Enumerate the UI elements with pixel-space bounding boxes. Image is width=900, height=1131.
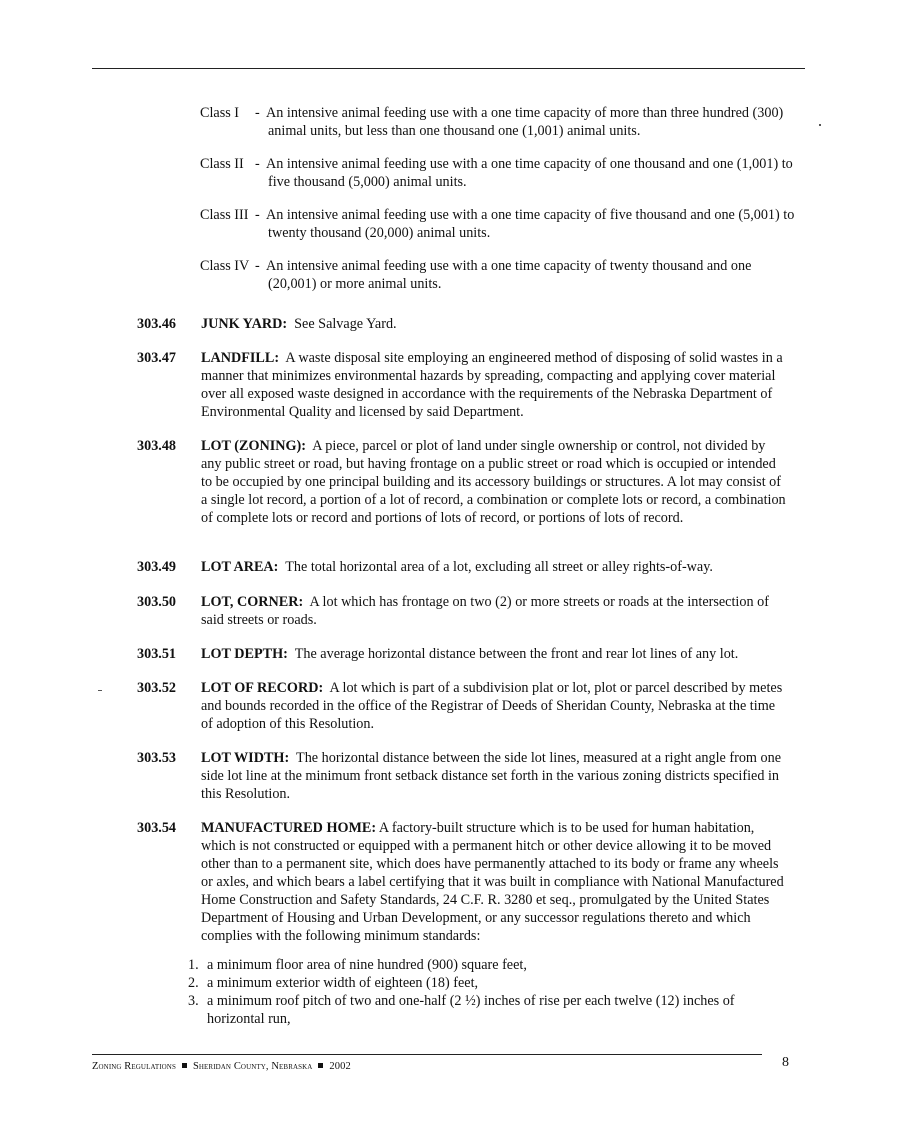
scan-speck (98, 690, 102, 691)
section-number: 303.50 (137, 594, 177, 610)
section-term: LOT, CORNER: (201, 594, 304, 610)
section-303-53 (137, 749, 787, 803)
section-text: The total horizontal area of a lot, excluding all street or alley rights-of-way. (285, 559, 713, 575)
section-text: A waste disposal site employing an engineered method of disposing of solid wastes in a manner that minimizes environmental hazards by spreading, compacting and applying cover material over all exposed waste designed in accordance with the requirements of the Nebraska Department of Environmental Quality and licensed by said Department. (201, 350, 783, 420)
section-term: LOT DEPTH: (201, 646, 288, 662)
section-text: A lot which is part of a subdivision plat or lot, plot or parcel described by metes and bounds recorded in the office of the Registrar of Deeds of Sheridan County, Nebraska at the time of adoption of this Resolution. (201, 680, 783, 732)
list-item (188, 974, 788, 992)
class-definition (200, 104, 800, 140)
section-text: The average horizontal distance between the front and rear lot lines of any lot. (294, 646, 739, 662)
dash: - (255, 258, 260, 274)
section-term: LOT AREA: (201, 559, 279, 575)
section-303-51 (137, 645, 787, 663)
class-label: Class III (200, 207, 249, 223)
section-term: MANUFACTURED HOME: (201, 820, 377, 836)
footer-county: Sheridan County, Nebraska (192, 1061, 313, 1072)
footer-year: 2002 (329, 1061, 351, 1072)
list-item (188, 992, 788, 1028)
class-definition (200, 206, 800, 242)
section-number: 303.49 (137, 559, 177, 575)
footer-rule (92, 1054, 762, 1055)
section-text: A factory-built structure which is to be used for human habitation, which is not constructed or equipped with a permanent hitch or other device allowing it to be moved other than to a permanent site, which does have permanently attached to its body or frame any wheels or axles, and which bears a label certifying that it was built in compliance with National Manufactured Home Construction and Safety Standards, 24 C.F. R. 3280 et seq., promulgated by the United States Department of Housing and Urban Development, or any successor regulations thereto and which complies with the following minimum standards: (201, 820, 784, 944)
section-number: 303.52 (137, 680, 177, 696)
page-number: 8 (782, 1055, 789, 1070)
list-number: 3. (188, 993, 199, 1009)
section-number: 303.48 (137, 438, 177, 454)
class-text: An intensive animal feeding use with a one time capacity of five thousand and one (5,001) to twenty thousand (20,000) animal units. (266, 207, 795, 241)
section-term: LOT WIDTH: (201, 750, 290, 766)
section-term: LOT (ZONING): (201, 438, 306, 454)
class-label: Class I (200, 105, 240, 121)
dash: - (255, 207, 260, 223)
list-item (188, 956, 788, 974)
section-text: A lot which has frontage on two (2) or more streets or roads at the intersection of said streets or roads. (201, 594, 769, 628)
section-303-54 (137, 819, 787, 945)
header-rule (92, 68, 805, 69)
class-text: An intensive animal feeding use with a one time capacity of twenty thousand and one (20,001) or more animal units. (266, 258, 752, 292)
section-text: A piece, parcel or plot of land under single ownership or control, not divided by any public street or road, but having frontage on a public street or road which is occupied or intended to be occupied by one principal building and its accessory buildings or structures. A lot may consist of a single lot record, a portion of a lot of record, a combination or complete lots or record, a combination of complete lots or record and portions of lots of record, or portions of lots of record. (201, 438, 786, 526)
class-definition (200, 257, 800, 293)
square-bullet-icon (318, 1063, 323, 1068)
list-number: 1. (188, 957, 199, 973)
dash: - (255, 105, 260, 121)
section-text: See Salvage Yard. (294, 316, 397, 332)
section-number: 303.51 (137, 646, 177, 662)
section-303-47 (137, 349, 787, 421)
section-number: 303.53 (137, 750, 177, 766)
scan-speck (819, 124, 821, 126)
class-label: Class IV (200, 258, 250, 274)
section-term: LOT OF RECORD: (201, 680, 324, 696)
list-number: 2. (188, 975, 199, 991)
class-text: An intensive animal feeding use with a one time capacity of more than three hundred (300) animal units, but less than one thousand one (1,001) animal units. (266, 105, 784, 139)
section-term: LANDFILL: (201, 350, 280, 366)
class-text: An intensive animal feeding use with a one time capacity of one thousand and one (1,001) to five thousand (5,000) animal units. (266, 156, 793, 190)
list-text: a minimum roof pitch of two and one-half (2 ½) inches of rise per each twelve (12) inches of horizontal run, (207, 993, 735, 1027)
standards-list (188, 956, 788, 1028)
dash: - (255, 156, 260, 172)
section-303-49 (137, 558, 787, 576)
list-text: a minimum floor area of nine hundred (900) square feet, (207, 957, 527, 973)
list-text: a minimum exterior width of eighteen (18) feet, (207, 975, 479, 991)
section-303-48 (137, 437, 787, 527)
class-label: Class II (200, 156, 244, 172)
section-303-52 (137, 679, 787, 733)
square-bullet-icon (182, 1063, 187, 1068)
section-text: The horizontal distance between the side lot lines, measured at a right angle from one side lot line at the minimum front setback distance set forth in the various zoning districts specified in this Resolution. (201, 750, 781, 802)
section-number: 303.54 (137, 820, 177, 836)
section-303-46 (137, 315, 787, 333)
page-footer (92, 1058, 351, 1076)
class-definitions (200, 104, 800, 293)
section-term: JUNK YARD: (201, 316, 288, 332)
class-definition (200, 155, 800, 191)
section-number: 303.46 (137, 316, 177, 332)
section-303-50 (137, 593, 787, 629)
footer-title: Zoning Regulations (92, 1061, 176, 1072)
section-number: 303.47 (137, 350, 177, 366)
